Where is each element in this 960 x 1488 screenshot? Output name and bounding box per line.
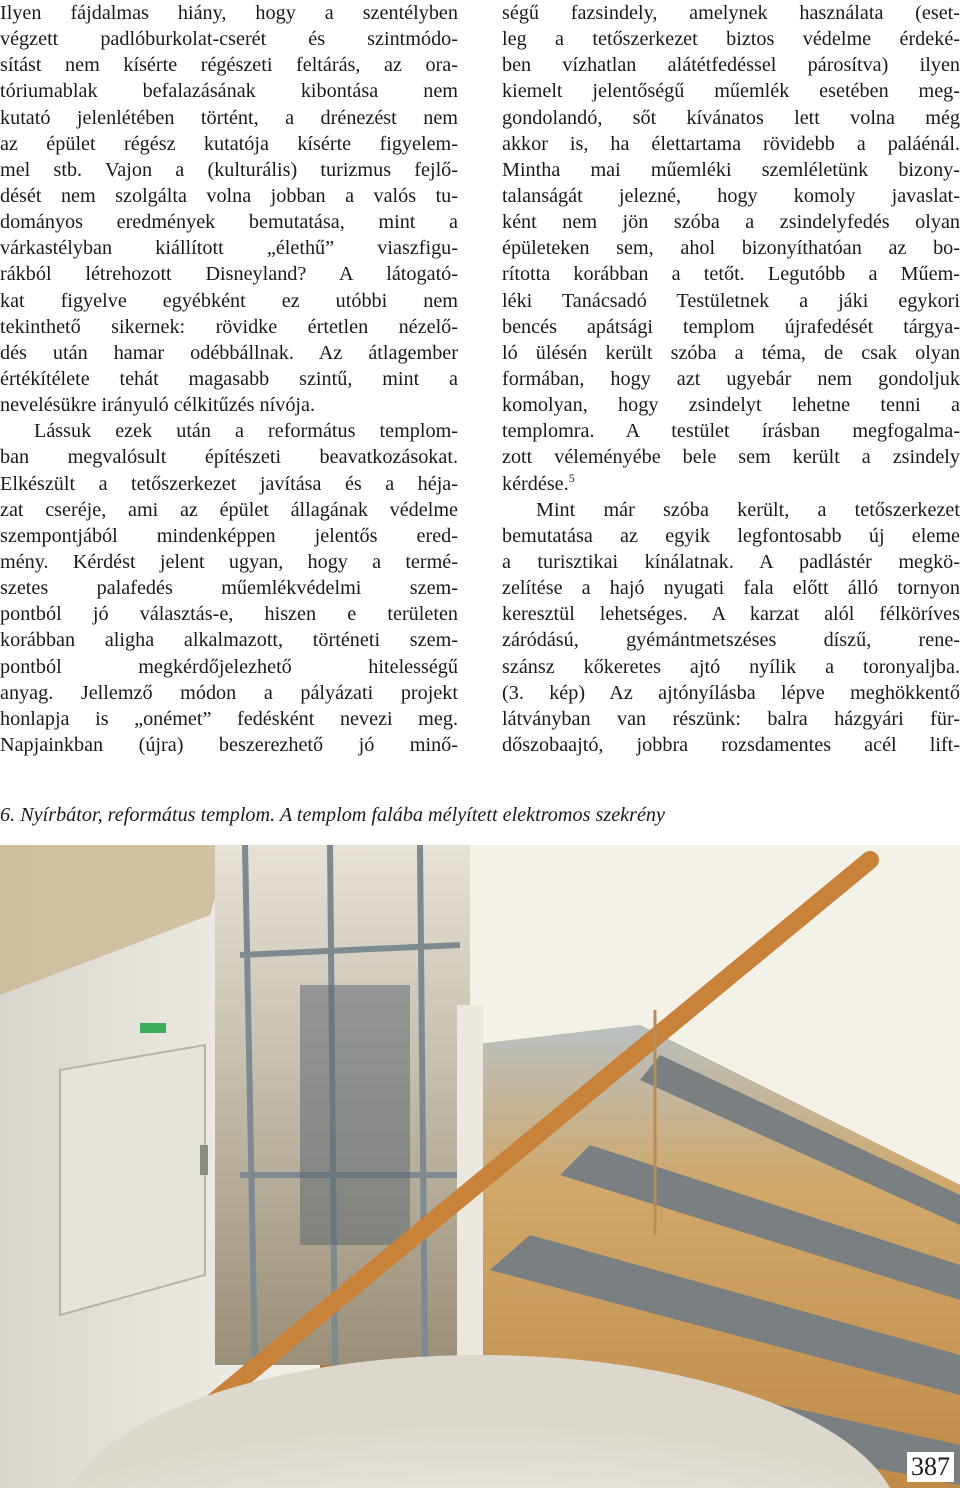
text-line-content: dományos eredmények bemutatása, mint a [0,211,458,234]
text-line-content: zat cseréje, ami az épület állagának védelme [0,498,458,521]
text-line-content: anyag. Jellemző módon a pályázati projekt [0,681,458,704]
text-line [502,418,960,444]
text-line-content: tekinthető sikernek: rövidke értetlen nézelő- [0,315,458,338]
text-line [0,131,458,157]
text-line-content: kat figyelve egyébként ez utóbbi nem [0,289,458,312]
text-line-content: leg a tetőszerkezet biztos védelme érdeké- [502,28,960,51]
text-line-content: a turisztikai kínálatnak. A padlástér megkö- [502,550,960,573]
text-line [502,288,960,314]
text-line [502,627,960,653]
text-line [0,235,458,261]
text-line-content: végzett padlóburkolat-cserét és szintmódo- [0,28,458,51]
text-line-content: sítást nem kísérte régészeti feltárás, az ora- [0,54,458,77]
text-line [502,392,960,418]
text-line-content: épületeken sem, ahol bizonyíthatóan az bo- [502,237,960,260]
text-line-content: ban megvalósult építészeti beavatkozásokat. [0,446,458,469]
text-line-content: ségű fazsindely, amelynek használata (eset- [502,2,960,24]
text-line-content: kiemelt jelentőségű műemlék esetében meg- [502,80,960,103]
text-line [502,235,960,261]
text-line [0,392,458,418]
text-line-content: léki Tanácsadó Testületnek a jáki egykori [502,289,960,312]
text-column-left [0,0,458,758]
text-line-content: Ilyen fájdalmas hiány, hogy a szentélyben [0,2,458,24]
text-line [0,497,458,523]
text-line [502,366,960,392]
text-line [0,157,458,183]
text-line [502,209,960,235]
footnote-ref: 5 [568,470,575,485]
text-line-content: mel stb. Vajon a (kulturális) turizmus fejlő- [0,158,458,181]
text-line-content: kutató jelenlétében történt, a drénezést nem [0,106,458,129]
text-line-content: ként nem jön szóba a zsindelyfedés olyan [502,211,960,234]
text-line [0,680,458,706]
text-line [0,601,458,627]
text-line [502,26,960,52]
figure-caption: 6. Nyírbátor, református templom. A templom falába mélyített elektromos szekrény [0,804,665,826]
text-line-content: ben vízhatlan alátétfedéssel párosítva) ilyen [502,54,960,77]
text-line [502,261,960,287]
text-line [502,0,960,26]
text-line-content: Lássuk ezek után a református templom- [34,420,458,443]
text-line-content: keresztül lehetséges. A karzat alól félköríves [502,603,960,626]
text-line [0,0,458,26]
text-line-content: nevelésükre irányuló célkitűzés nívója. [0,394,316,417]
text-line [502,314,960,340]
text-line-content: dés után hamar odébbállnak. Az átlagember [0,341,458,364]
text-line [0,26,458,52]
text-line-content: talanságát jelezné, hogy komoly javaslat- [502,184,960,207]
text-line-content: (3. kép) Az ajtónyílásba lépve meghökkentő [502,681,960,704]
text-line-content: Napjainkban (újra) beszerezhető jó minő- [0,733,458,756]
text-line-content: Elkészült a tetőszerkezet javítása és a héja- [0,472,458,495]
photo-illustration [0,845,960,1488]
text-line [502,78,960,104]
text-line [0,575,458,601]
text-line-content: pontból jó választás-e, hiszen e területen [0,603,458,626]
text-line [502,497,960,523]
text-line [502,444,960,470]
text-line [502,183,960,209]
text-line-content: komolyan, hogy zsindelyt lehetne tenni a [502,394,960,417]
exit-sign-icon [140,1023,166,1033]
text-line [0,654,458,680]
text-line [502,732,960,758]
text-line [0,732,458,758]
text-line-content: bemutatása az egyik legfontosabb új eleme [502,524,960,547]
text-line-content: látványban van részünk: balra házgyári für- [502,707,960,730]
door-handle [200,1145,208,1175]
text-line-content: értékítélete tehát magasabb szintű, mint a [0,367,458,390]
text-line [0,471,458,497]
text-line-content: zott véleményébe bele sem került a zsindely [502,446,960,469]
text-line [0,288,458,314]
text-line [0,706,458,732]
figure-photo [0,845,960,1488]
text-line-content: Mintha mai műemléki szemléletünk bizony- [502,158,960,181]
bathroom-door [60,1045,205,1315]
text-line-content: rította korábban a tetőt. Legutóbb a Műem- [502,263,960,286]
text-line [502,157,960,183]
text-line [0,366,458,392]
text-line-content: záródású, gyémántmetszéses díszű, rene- [502,629,960,652]
text-line [502,340,960,366]
text-line [0,183,458,209]
text-line-content: gondolandó, sőt kívánatos lett volna még [502,106,960,129]
text-line [502,601,960,627]
text-line-content: akkor is, ha élettartama rövidebb a paláénál. [502,132,960,155]
text-line [0,314,458,340]
text-line [502,680,960,706]
text-line-content: formában, hogy azt ugyebár nem gondoljuk [502,367,960,390]
text-line [502,654,960,680]
text-line [0,261,458,287]
text-line [0,209,458,235]
text-line-content: szempontjából mindenképpen jelentős ered- [0,524,458,547]
text-line [502,131,960,157]
text-line-content: az épület régész kutatója kísérte figyelem- [0,132,458,155]
text-line-content: pontból megkérdőjelezhető hitelességű [0,655,458,678]
text-line [0,627,458,653]
text-line-content: korábban aligha alkalmazott, történeti szem- [0,629,458,652]
text-line [0,340,458,366]
text-line [0,418,458,444]
text-line-content: honlapja is „onémet” fedésként nevezi meg. [0,707,458,730]
text-line [0,105,458,131]
page-number: 387 [907,1452,954,1482]
text-line-content: rákból létrehozott Disneyland? A látogató- [0,263,458,286]
text-line [502,549,960,575]
text-line [502,52,960,78]
text-line-content: tóriumablak befalazásának kibontása nem [0,80,458,103]
text-line-content: zelítése a hajó nyugati fala előtt álló tornyon [502,577,960,600]
text-line-content: dőszobaajtó, jobbra rozsdamentes acél lift- [502,733,960,756]
text-line-content: templomra. A testület írásban megfogalma- [502,420,960,443]
text-line-content: bencés apátsági templom újrafedését tárgya- [502,315,960,338]
lift-mechanism [300,985,410,1245]
text-line-content: várkastélyban kiállított „élethű” viaszfigu- [0,237,458,260]
text-line-content: ló ülésén került szóba a téma, de csak olyan [502,341,960,364]
text-line-content: mény. Kérdést jelent ugyan, hogy a termé- [0,550,458,573]
text-line [0,444,458,470]
text-line [502,523,960,549]
text-line [0,78,458,104]
text-line [502,575,960,601]
text-line [502,105,960,131]
text-line-content: dését nem szolgálta volna jobban a valós tu- [0,184,458,207]
text-line [0,549,458,575]
text-line [0,523,458,549]
text-line-content: szánsz kőkeretes ajtó nyílik a toronyaljba. [502,655,960,678]
text-column-right [502,0,960,758]
text-line [0,52,458,78]
text-line [502,471,960,497]
text-line-content: Mint már szóba került, a tetőszerkezet [536,498,960,521]
text-line-content: szetes palafedés műemlékvédelmi szem- [0,577,458,600]
text-line [502,706,960,732]
text-line-content: kérdése. [502,472,569,495]
